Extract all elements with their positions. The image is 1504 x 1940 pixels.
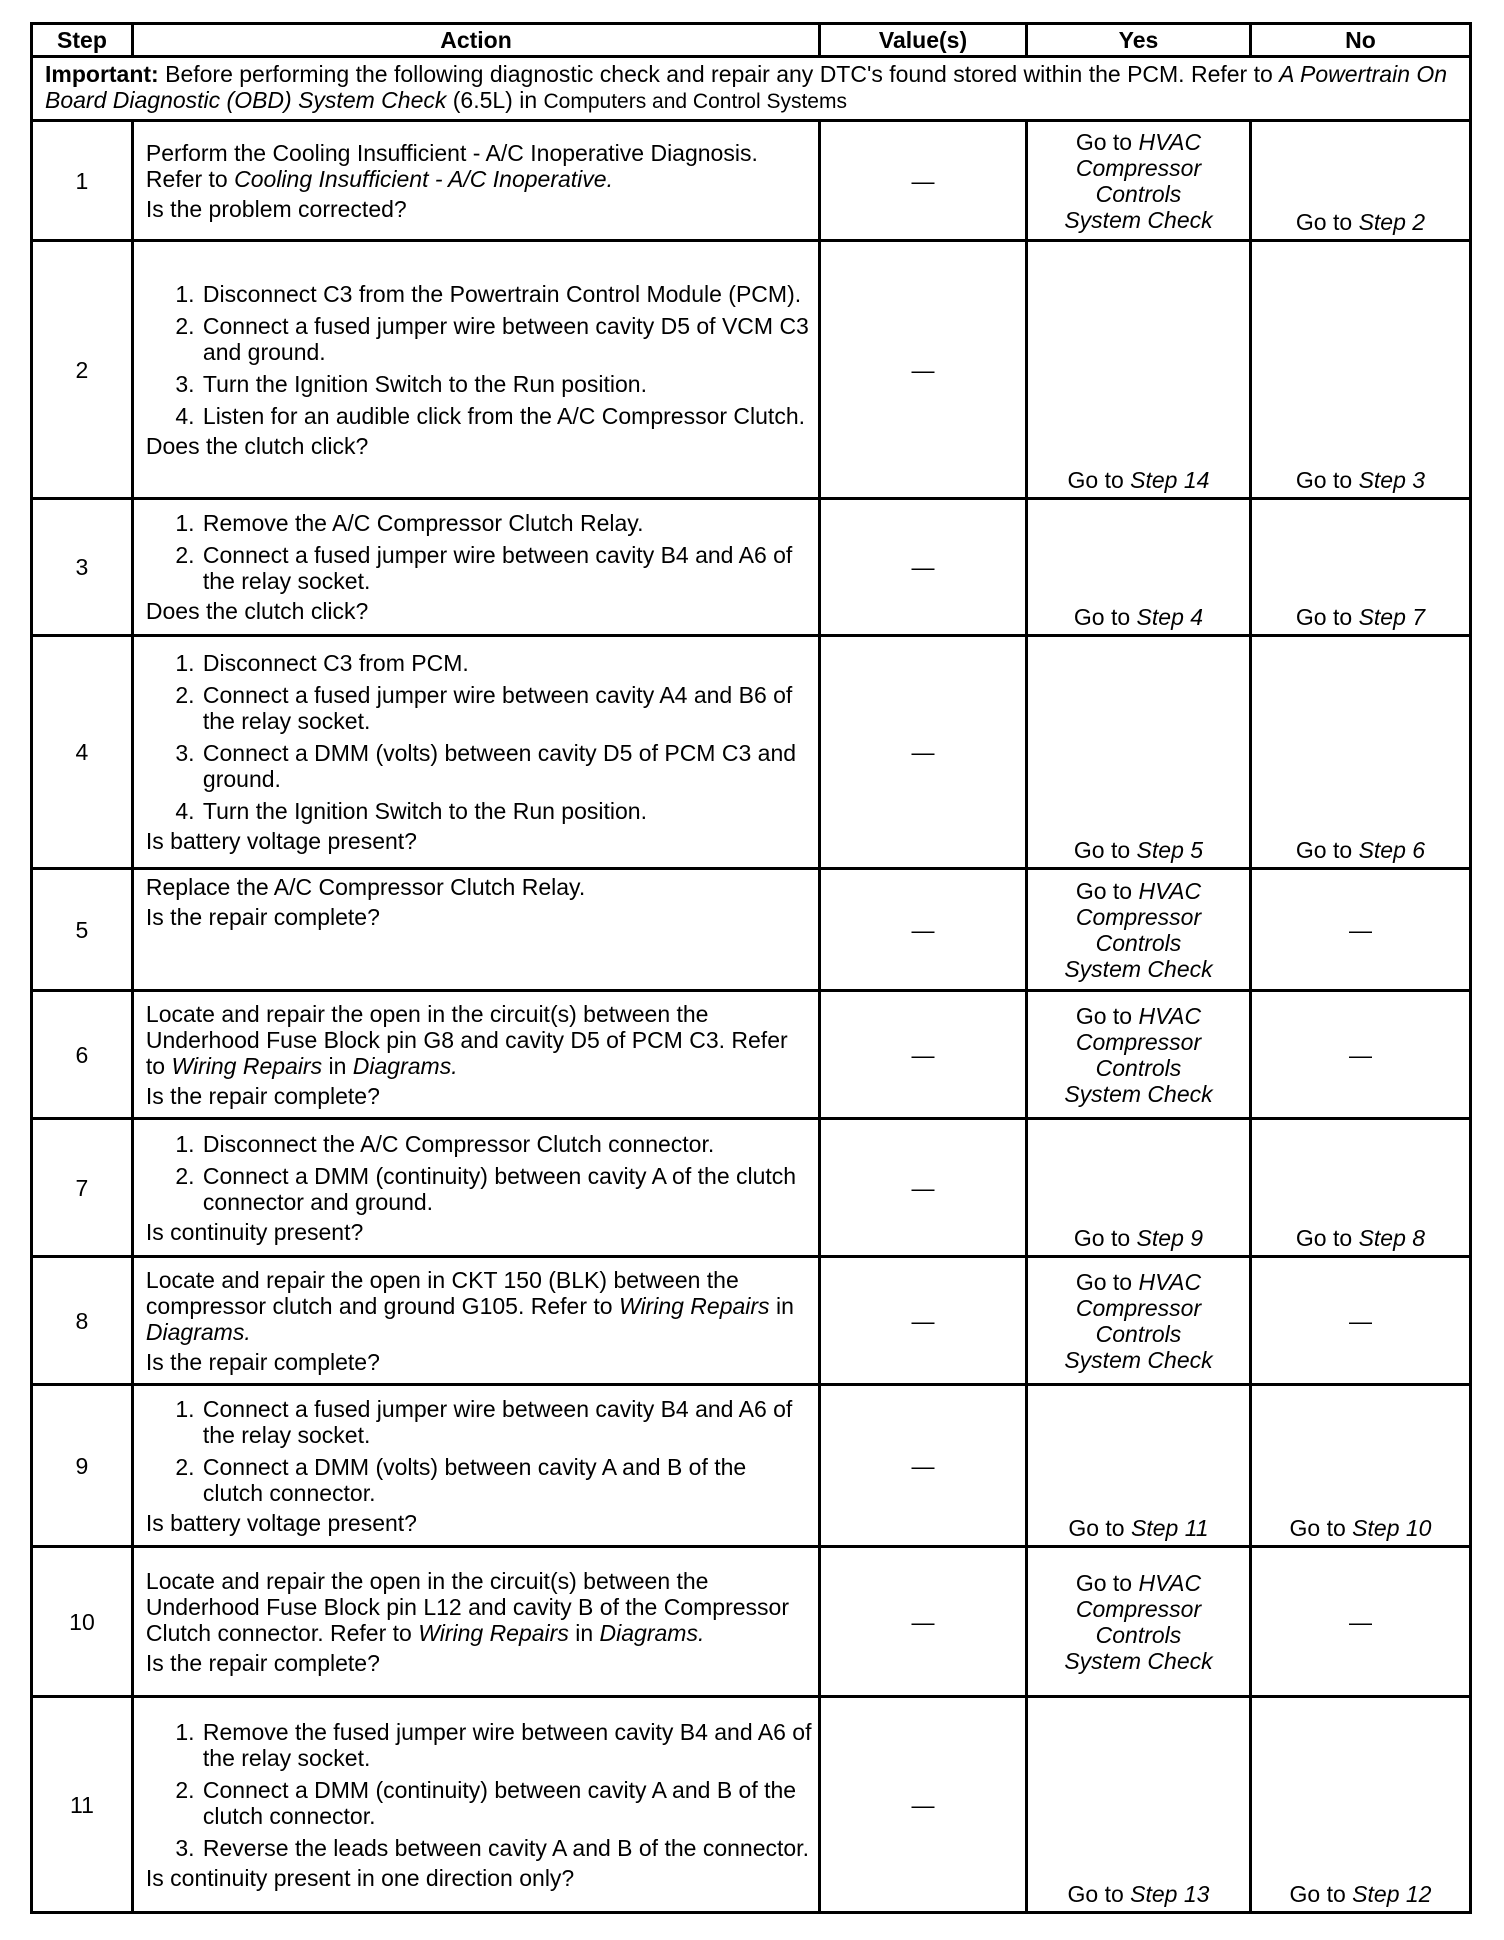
goto-target-compressor: Compressor — [1075, 154, 1202, 181]
yes-cell — [1026, 1697, 1250, 1913]
action-question: Does the clutch click? — [145, 432, 369, 459]
action-step: 3. Turn the Ignition Switch to the Run position. — [201, 371, 812, 397]
goto-target-controls: Controls — [1095, 1621, 1182, 1648]
action-question: Is battery voltage present? — [145, 1509, 417, 1536]
action-step: 2. Connect a DMM (volts) between cavity A and B of the clutch connector. — [201, 1454, 812, 1506]
action-question: Is continuity present in one direction only? — [145, 1864, 575, 1891]
step-number: 9 — [32, 1385, 133, 1547]
goto-target-system-check: System Check — [1064, 955, 1213, 982]
table-row — [32, 869, 1471, 991]
no-cell — [1250, 1385, 1470, 1547]
action-cell — [132, 1547, 819, 1697]
yes-cell — [1026, 1119, 1250, 1257]
goto-label: Go to — [1075, 1569, 1139, 1596]
yes-cell — [1026, 1257, 1250, 1385]
action-ref: Diagrams. — [352, 1052, 458, 1079]
step-number: 5 — [32, 869, 133, 991]
action-question: Is continuity present? — [145, 1218, 364, 1245]
goto-target-compressor: Compressor — [1075, 1294, 1202, 1321]
action-steps — [146, 1396, 812, 1506]
goto-target: Step 12 — [1352, 1881, 1432, 1907]
no-cell — [1250, 636, 1470, 869]
step-number: 11 — [32, 1697, 133, 1913]
table-row — [32, 499, 1471, 636]
yes-cell — [1026, 636, 1250, 869]
value-cell: — — [820, 1119, 1027, 1257]
action-question: Is the problem corrected? — [145, 195, 407, 222]
value-cell: — — [820, 1257, 1027, 1385]
goto-target: Step 13 — [1130, 1881, 1210, 1907]
important-note — [32, 57, 1471, 121]
value-cell: — — [820, 636, 1027, 869]
goto-target-compressor: Compressor — [1075, 903, 1202, 930]
goto-label: Go to — [1067, 467, 1131, 493]
goto-label: Go to — [1075, 877, 1139, 904]
important-note-row — [32, 57, 1471, 121]
goto-target: Step 6 — [1358, 837, 1426, 863]
yes-cell — [1026, 1547, 1250, 1697]
value-cell: — — [820, 1547, 1027, 1697]
action-steps — [146, 510, 812, 594]
header-values: Value(s) — [820, 24, 1027, 57]
action-step: 2. Connect a fused jumper wire between cavity A4 and B6 of the relay socket. — [201, 682, 812, 734]
action-steps — [146, 281, 812, 429]
header-action: Action — [132, 24, 819, 57]
header-row — [32, 24, 1471, 57]
action-cell — [132, 1119, 819, 1257]
action-ref: Diagrams. — [599, 1619, 705, 1646]
no-cell — [1250, 121, 1470, 241]
action-text: Perform the Cooling Insufficient - A/C Inoperative Diagnosis. Refer to — [145, 139, 758, 192]
action-cell — [132, 241, 819, 499]
action-question: Does the clutch click? — [145, 598, 369, 624]
goto-target-system-check: System Check — [1064, 1080, 1213, 1107]
goto-label: Go to — [1073, 1225, 1137, 1251]
goto-target-controls: Controls — [1095, 929, 1182, 956]
no-cell: — — [1250, 1547, 1470, 1697]
action-step: 2. Connect a fused jumper wire between cavity D5 of VCM C3 and ground. — [201, 313, 812, 365]
goto-label: Go to — [1295, 467, 1359, 493]
step-number: 3 — [32, 499, 133, 636]
yes-cell — [1026, 991, 1250, 1119]
action-text: in — [769, 1292, 794, 1319]
value-cell: — — [820, 241, 1027, 499]
action-question: Is the repair complete? — [145, 1082, 380, 1109]
goto-target-hvac: HVAC — [1138, 1569, 1202, 1596]
action-step: 1. Remove the A/C Compressor Clutch Relay. — [201, 510, 812, 536]
yes-cell — [1026, 241, 1250, 499]
important-doc: Computers and Control Systems — [543, 90, 847, 113]
action-ref: Wiring Repairs — [618, 1292, 770, 1319]
goto-label: Go to — [1289, 1881, 1353, 1907]
goto-target-system-check: System Check — [1064, 206, 1213, 233]
no-cell — [1250, 1119, 1470, 1257]
action-cell — [132, 636, 819, 869]
goto-target-hvac: HVAC — [1138, 877, 1202, 904]
action-step: 2. Connect a fused jumper wire between cavity B4 and A6 of the relay socket. — [201, 542, 812, 594]
action-cell — [132, 1385, 819, 1547]
action-step: 2. Connect a DMM (continuity) between cavity A of the clutch connector and ground. — [201, 1163, 812, 1215]
step-number: 6 — [32, 991, 133, 1119]
table-row — [32, 241, 1471, 499]
action-cell — [132, 869, 819, 991]
action-text: Locate and repair the open in the circuit(s) between the Underhood Fuse Block pin G8 and cavity D5 of PCM C3. Refer to — [145, 1000, 788, 1079]
action-cell — [132, 121, 819, 241]
action-text: in — [568, 1619, 600, 1646]
goto-target: Step 2 — [1358, 209, 1426, 235]
goto-label: Go to — [1075, 1268, 1139, 1295]
goto-target: Step 10 — [1352, 1515, 1432, 1541]
goto-label: Go to — [1289, 1515, 1353, 1541]
yes-cell — [1026, 869, 1250, 991]
no-cell: — — [1250, 991, 1470, 1119]
action-step: 4. Turn the Ignition Switch to the Run position. — [201, 798, 812, 824]
action-cell — [132, 1257, 819, 1385]
value-cell: — — [820, 499, 1027, 636]
action-steps — [146, 650, 812, 824]
important-text2: (6.5L) in — [446, 87, 544, 113]
action-step: 1. Disconnect C3 from the Powertrain Control Module (PCM). — [201, 281, 812, 307]
header-no: No — [1250, 24, 1470, 57]
action-ref: Cooling Insufficient - A/C Inoperative. — [234, 165, 613, 192]
no-cell — [1250, 1697, 1470, 1913]
action-text: in — [322, 1052, 353, 1079]
step-number: 2 — [32, 241, 133, 499]
diagnostic-table — [30, 22, 1472, 1914]
goto-target-compressor: Compressor — [1075, 1028, 1202, 1055]
action-step: 1. Disconnect C3 from PCM. — [201, 650, 812, 676]
goto-target-compressor: Compressor — [1075, 1595, 1202, 1622]
important-ref: A Powertrain On Board Diagnostic (OBD) System Check — [45, 61, 1448, 113]
value-cell: — — [820, 869, 1027, 991]
value-cell: — — [820, 121, 1027, 241]
goto-target-controls: Controls — [1095, 1320, 1182, 1347]
action-cell — [132, 499, 819, 636]
no-cell: — — [1250, 869, 1470, 991]
goto-target-system-check: System Check — [1064, 1346, 1213, 1373]
goto-target: Step 8 — [1358, 1225, 1426, 1251]
action-question: Is the repair complete? — [145, 904, 380, 930]
action-step: 2. Connect a DMM (continuity) between cavity A and B of the clutch connector. — [201, 1777, 812, 1829]
action-text: Locate and repair the open in the circuit(s) between the Underhood Fuse Block pin L12 and cavity B of the Compressor Clutch connector. Refer to — [145, 1567, 789, 1646]
goto-label: Go to — [1295, 604, 1359, 630]
no-cell — [1250, 241, 1470, 499]
action-ref: Wiring Repairs — [171, 1052, 323, 1079]
action-text: Locate and repair the open in CKT 150 (BLK) between the compressor clutch and ground G105. Refer to — [145, 1266, 739, 1319]
table-row — [32, 1547, 1471, 1697]
table-row — [32, 1697, 1471, 1913]
goto-target-hvac: HVAC — [1138, 1268, 1202, 1295]
goto-target-system-check: System Check — [1064, 1647, 1213, 1674]
yes-cell — [1026, 1385, 1250, 1547]
table-row — [32, 1119, 1471, 1257]
goto-label: Go to — [1073, 837, 1137, 863]
action-steps — [146, 1131, 812, 1215]
action-step: 1. Remove the fused jumper wire between cavity B4 and A6 of the relay socket. — [201, 1719, 812, 1771]
goto-label: Go to — [1075, 128, 1139, 155]
step-number: 8 — [32, 1257, 133, 1385]
goto-label: Go to — [1295, 1225, 1359, 1251]
yes-cell — [1026, 499, 1250, 636]
goto-target-controls: Controls — [1095, 180, 1182, 207]
action-cell — [132, 991, 819, 1119]
goto-label: Go to — [1295, 837, 1359, 863]
table-row — [32, 1257, 1471, 1385]
action-text: Replace the A/C Compressor Clutch Relay. — [145, 874, 586, 900]
step-number: 10 — [32, 1547, 133, 1697]
header-step: Step — [32, 24, 133, 57]
goto-target-controls: Controls — [1095, 1054, 1182, 1081]
goto-label: Go to — [1073, 604, 1137, 630]
action-ref: Diagrams. — [145, 1318, 251, 1345]
goto-target: Step 7 — [1358, 604, 1426, 630]
action-ref: Wiring Repairs — [418, 1619, 569, 1646]
value-cell: — — [820, 991, 1027, 1119]
no-cell — [1250, 499, 1470, 636]
table-row — [32, 636, 1471, 869]
goto-label: Go to — [1068, 1515, 1131, 1541]
important-text: Before performing the following diagnostic check and repair any DTC's found stored within the PCM. Refer to — [158, 61, 1280, 87]
goto-label: Go to — [1075, 1002, 1139, 1029]
goto-label: Go to — [1067, 1881, 1131, 1907]
action-cell — [132, 1697, 819, 1913]
action-step: 4. Listen for an audible click from the A/C Compressor Clutch. — [201, 403, 812, 429]
action-question: Is the repair complete? — [145, 1649, 380, 1676]
action-step: 3. Connect a DMM (volts) between cavity D5 of PCM C3 and ground. — [201, 740, 812, 792]
step-number: 4 — [32, 636, 133, 869]
table-row — [32, 991, 1471, 1119]
action-step: 3. Reverse the leads between cavity A and B of the connector. — [201, 1835, 812, 1861]
header-yes: Yes — [1026, 24, 1250, 57]
important-label: Important: — [45, 61, 159, 87]
action-question: Is the repair complete? — [145, 1348, 380, 1375]
goto-target-hvac: HVAC — [1138, 128, 1202, 155]
action-question: Is battery voltage present? — [145, 828, 417, 854]
action-step: 1. Connect a fused jumper wire between cavity B4 and A6 of the relay socket. — [201, 1396, 812, 1448]
goto-target: Step 4 — [1136, 604, 1204, 630]
step-number: 1 — [32, 121, 133, 241]
no-cell: — — [1250, 1257, 1470, 1385]
goto-target: Step 14 — [1130, 467, 1210, 493]
table-row — [32, 121, 1471, 241]
goto-target: Step 9 — [1136, 1225, 1204, 1251]
step-number: 7 — [32, 1119, 133, 1257]
goto-label: Go to — [1295, 209, 1359, 235]
goto-target-hvac: HVAC — [1138, 1002, 1202, 1029]
goto-target: Step 5 — [1136, 837, 1204, 863]
goto-target: Step 11 — [1131, 1515, 1209, 1541]
action-step: 1. Disconnect the A/C Compressor Clutch connector. — [201, 1131, 812, 1157]
goto-target: Step 3 — [1358, 467, 1426, 493]
table-row — [32, 1385, 1471, 1547]
value-cell: — — [820, 1385, 1027, 1547]
action-steps — [146, 1719, 812, 1861]
yes-cell — [1026, 121, 1250, 241]
value-cell: — — [820, 1697, 1027, 1913]
